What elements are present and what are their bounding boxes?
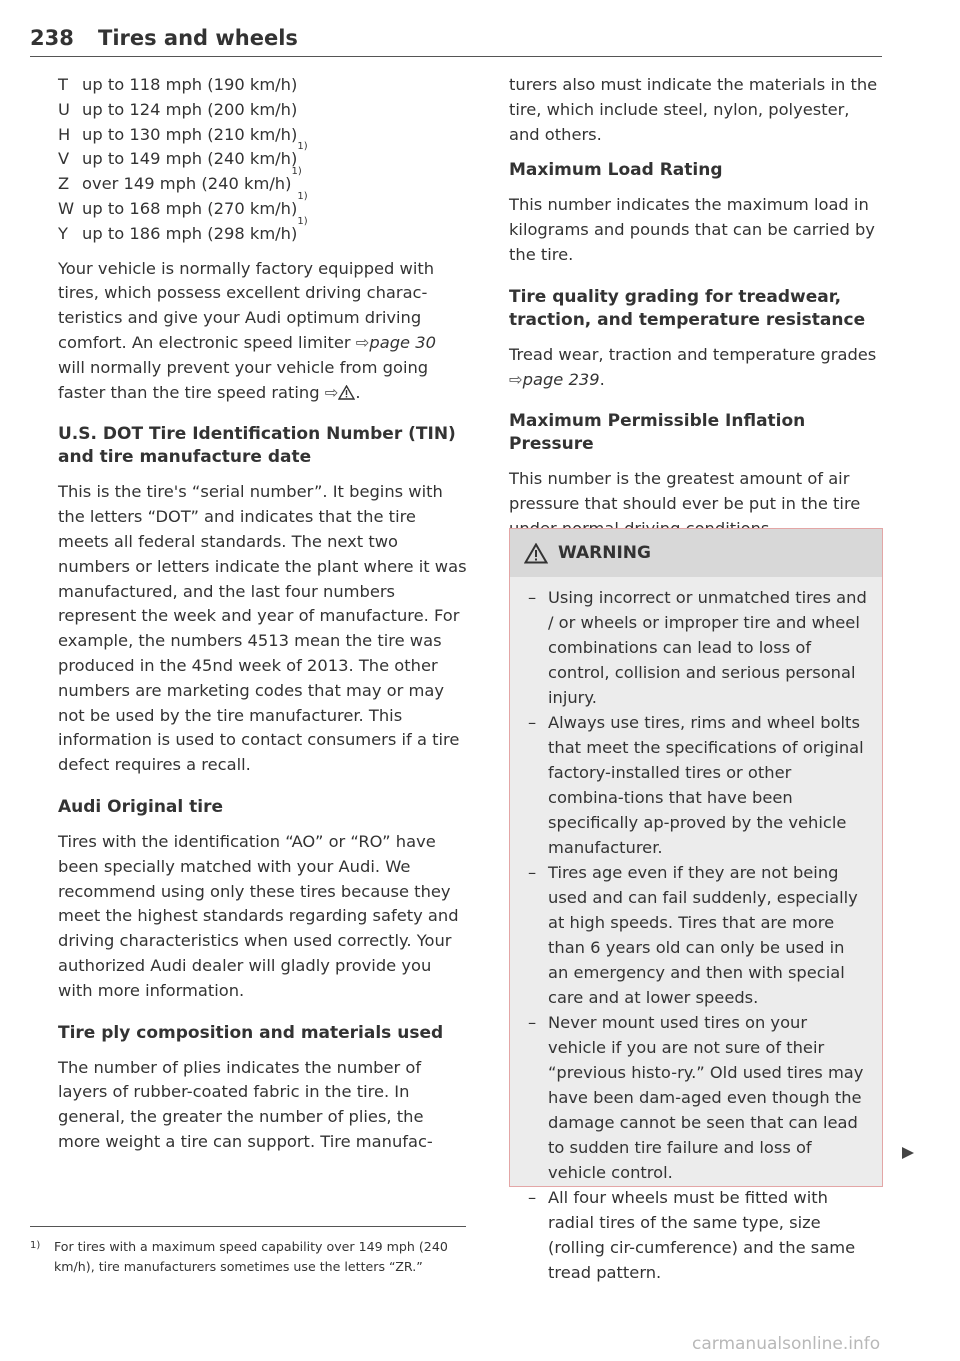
warning-triangle-icon [524,543,548,564]
ply-heading: Tire ply composition and materials used [58,1022,444,1043]
warning-body [510,577,882,1282]
watermark: carmanualsonline.info [692,1334,881,1354]
speed-rating-item: V up to 149 mph (240 km/h) 1) [58,147,468,172]
warning-item: – Tires age even if they are not being used and can fail suddenly, especially at high speeds. Tires that are more than 6 years old can only be used in an emergency and then with special care and at lower speeds. [524,860,868,1010]
footnote-ref[interactable]: 1) [297,190,308,202]
warning-title: WARNING [558,543,651,563]
continue-arrow-icon[interactable] [900,1146,916,1160]
footnote-text: For tires with a maximum speed capability over 149 mph (240 km/h), tire manufacturers sometimes use the letters “ZR.” [54,1239,448,1274]
quality-grading-paragraph: Tread wear, traction and temperature grades ⇨page 239. [509,344,877,389]
footnote-divider [30,1226,466,1227]
tin-paragraph: This is the tire's “serial number”. It begins with the letters “DOT” and indicates that the tire meets all federal standards. The next two numbers or letters indicate the plant where it was manufactured, and the last four numbers represent the week and year of manufacture. For example, the numbers 4513 mean the tire was produced in the 45nd week of 2013. The other numbers are marketing codes that may or may not be used by the tire manufacturer. This information is used to contact consumers if a tire defect requires a recall. [58,482,467,775]
right-column [509,73,884,554]
tin-heading: U.S. DOT Tire Identification Number (TIN) and tire manufacture date [58,424,456,468]
footnote-ref[interactable]: 1) [291,166,302,178]
load-rating-paragraph: This number indicates the maximum load in kilograms and pounds that can be carried by the tire. [509,195,875,264]
load-rating-heading: Maximum Load Rating [509,160,723,181]
warning-item: – Always use tires, rims and wheel bolts that meet the specifications of original factory-installed tires or other combina-tions that have been specifically ap-proved by the vehicle manufacturer. [524,710,868,860]
warning-item: – All four wheels must be fitted with radial tires of the same type, size (rolling cir-cumference) and the same tread pattern. [524,1185,868,1285]
speed-rating-item: Y up to 186 mph (298 km/h) 1) [58,222,468,247]
inflation-pressure-heading: Maximum Permissible Inflation Pressure [509,411,806,455]
ply-paragraph-continued: turers also must indicate the materials in the tire, which include steel, nylon, polyester, and others. [509,75,878,144]
page-number: 238 [30,26,74,50]
warning-list [524,585,868,1285]
quality-grading-heading: Tire quality grading for treadwear, traction, and temperature resistance [509,286,866,330]
left-column [58,73,468,1167]
speed-rating-list [58,73,468,247]
page-ref-link[interactable]: page 239 [522,369,600,389]
speed-rating-item: W up to 168 mph (270 km/h) 1) [58,197,468,222]
speed-rating-item: H up to 130 mph (210 km/h) [58,124,298,144]
intro-paragraph: Your vehicle is normally factory equipped with tires, which possess excellent driving charac-teristics and give your Audi optimum driving comfort. An electronic speed limiter ⇨page 30 will normally prevent your vehicle from going faster than the tire speed rating ⇨ . [58,258,436,402]
speed-rating-item: U up to 124 mph (200 km/h) [58,99,298,119]
ply-paragraph: The number of plies indicates the number of layers of rubber-coated fabric in the tire. In general, the greater the number of plies, the more weight a tire can support. Tire manufac- [58,1057,433,1151]
footnote-ref[interactable]: 1) [297,141,308,153]
warning-header [510,529,882,577]
original-tire-heading: Audi Original tire [58,796,224,817]
page-header [30,20,882,57]
warning-triangle-icon[interactable] [338,385,355,400]
warning-item: – Never mount used tires on your vehicle if you are not sure of their “previous histo-ry.” Old used tires may have been dam-aged even though the damage cannot be seen that can lead to sudden tire failure and loss of vehicle control. [524,1010,868,1185]
warning-box [509,528,883,1282]
warning-item: – Using incorrect or unmatched tires and / or wheels or improper tire and wheel combinations can lead to loss of control, collision and serious personal injury. [524,585,868,710]
page-ref-link[interactable]: page 30 [369,332,436,352]
footnote [30,1237,470,1277]
original-tire-paragraph: Tires with the identification “AO” or “RO” have been specially matched with your Audi. We recommend using only these tires because they meet the highest standards regarding safety and driving characteristics when used correctly. Your authorized Audi dealer will gladly provide you with more information. [58,831,459,1000]
section-title: Tires and wheels [98,26,298,50]
speed-rating-item: Z over 149 mph (240 km/h) 1) [58,172,468,197]
inflation-pressure-paragraph: This number is the greatest amount of air pressure that should ever be put in the tire [509,469,861,514]
arrow-right-icon: ⇨ [324,382,339,402]
speed-rating-item: T up to 118 mph (190 km/h) [58,75,298,94]
arrow-right-icon: ⇨ [355,332,370,352]
footnote-mark: 1) [30,1240,41,1251]
footnote-ref[interactable]: 1) [297,215,308,227]
arrow-right-icon: ⇨ [509,369,523,389]
